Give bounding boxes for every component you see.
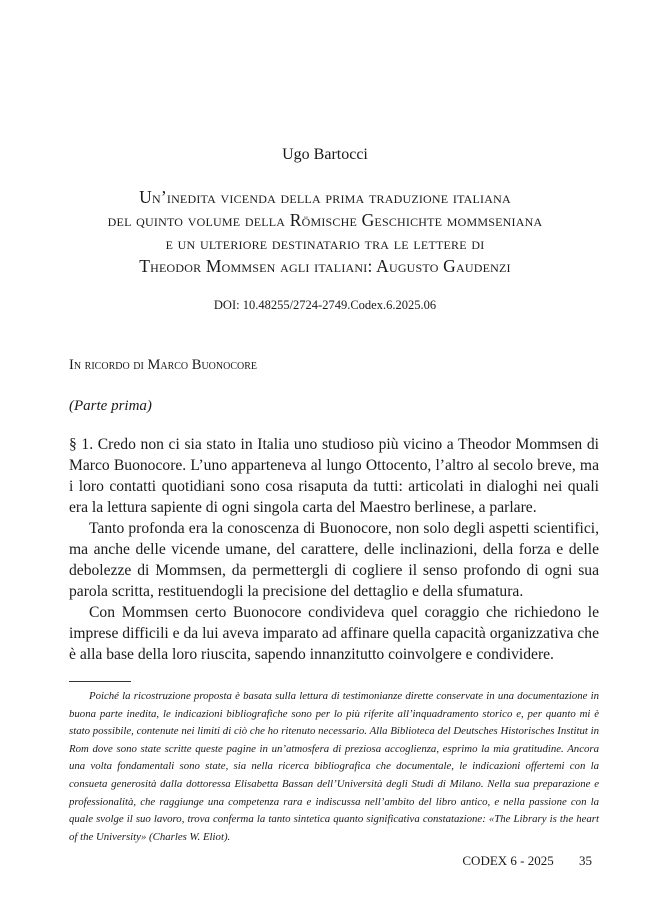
page-number: 35 <box>579 853 592 868</box>
title-line: Theodor Mommsen agli italiani: Augusto Gaudenzi <box>139 256 511 276</box>
part-label: (Parte prima) <box>69 398 152 414</box>
title-line: e un ulteriore destinatario tra le lettere di <box>165 233 485 253</box>
paragraph: § 1. Credo non ci sia stato in Italia uno studioso più vicino a Theodor Mommsen di Marco Buonocore. L’uno apparteneva al lungo Ottocento, l’altro al secolo breve, ma i loro contatti quotidiani sono cosa risaputa da tutti: articolati in dialoghi nei quali era la lettura sapiente di ogni singola carta del Maestro berlinese, a parlare. <box>69 436 599 516</box>
body-text <box>69 434 599 665</box>
footnote-divider <box>69 681 131 682</box>
title-line: del quinto volume della Römische Geschichte mommseniana <box>107 210 543 230</box>
doi-link[interactable]: DOI: 10.48255/2724-2749.Codex.6.2025.06 <box>213 298 437 312</box>
paragraph: Con Mommsen certo Buonocore condivideva quel coraggio che richiedono le imprese difficili e da lui aveva imparato ad affinare quella capacità organizzativa che è alla base della loro riuscita, sapendo innanzitutto coinvolgere e condividere. <box>69 604 599 663</box>
paragraph: Tanto profonda era la conoscenza di Buonocore, non solo degli aspetti scientifici, ma anche delle vicende umane, del carattere, delle inclinazioni, della forza e delle debolezze di Mommsen, da permettergli di cogliere il senso profondo di ogni sua parola scritta, restituendogli la precisione del dettaglio e della sfumatura. <box>69 520 599 600</box>
article-title <box>60 186 590 278</box>
page-footer <box>462 853 592 869</box>
journal-issue: CODEX 6 - 2025 <box>462 853 554 868</box>
author-name: Ugo Bartocci <box>282 146 368 163</box>
title-line: Un’inedita vicenda della prima traduzione italiana <box>139 187 511 207</box>
dedication: In ricordo di Marco Buonocore <box>69 357 258 373</box>
footnote: Poiché la ricostruzione proposta è basata sulla lettura di testimonianze dirette conservate in una documentazione in buona parte inedita, le indicazioni bibliografiche sono per lo più riferite all’inquadramento storico e, per quanto mi è stato possibile, contenute nei limiti di ciò che ho ritenuto necessario. Alla Biblioteca del Deutsches Historisches Institut in Rom dove sono state scritte queste pagine in un’atmosfera di preziosa accoglienza, esprimo la mia gratitudine. Ancora una volta fondamentali sono state, sia nella ricerca bibliografica che documentale, le indicazioni offertemi con la consueta generosità dalla dottoressa Elisabetta Bassan dell’Università degli Studi di Milano. Nella sua preparazione e professionalità, che raggiunge una competenza rara e indiscussa nell’ambito del libro antico, e nella passione con la quale svolge il suo lavoro, trova conferma la tanto sintetica quanto significativa constatazione: «The Library is the heart of the University» (Charles W. Eliot). <box>69 690 599 843</box>
